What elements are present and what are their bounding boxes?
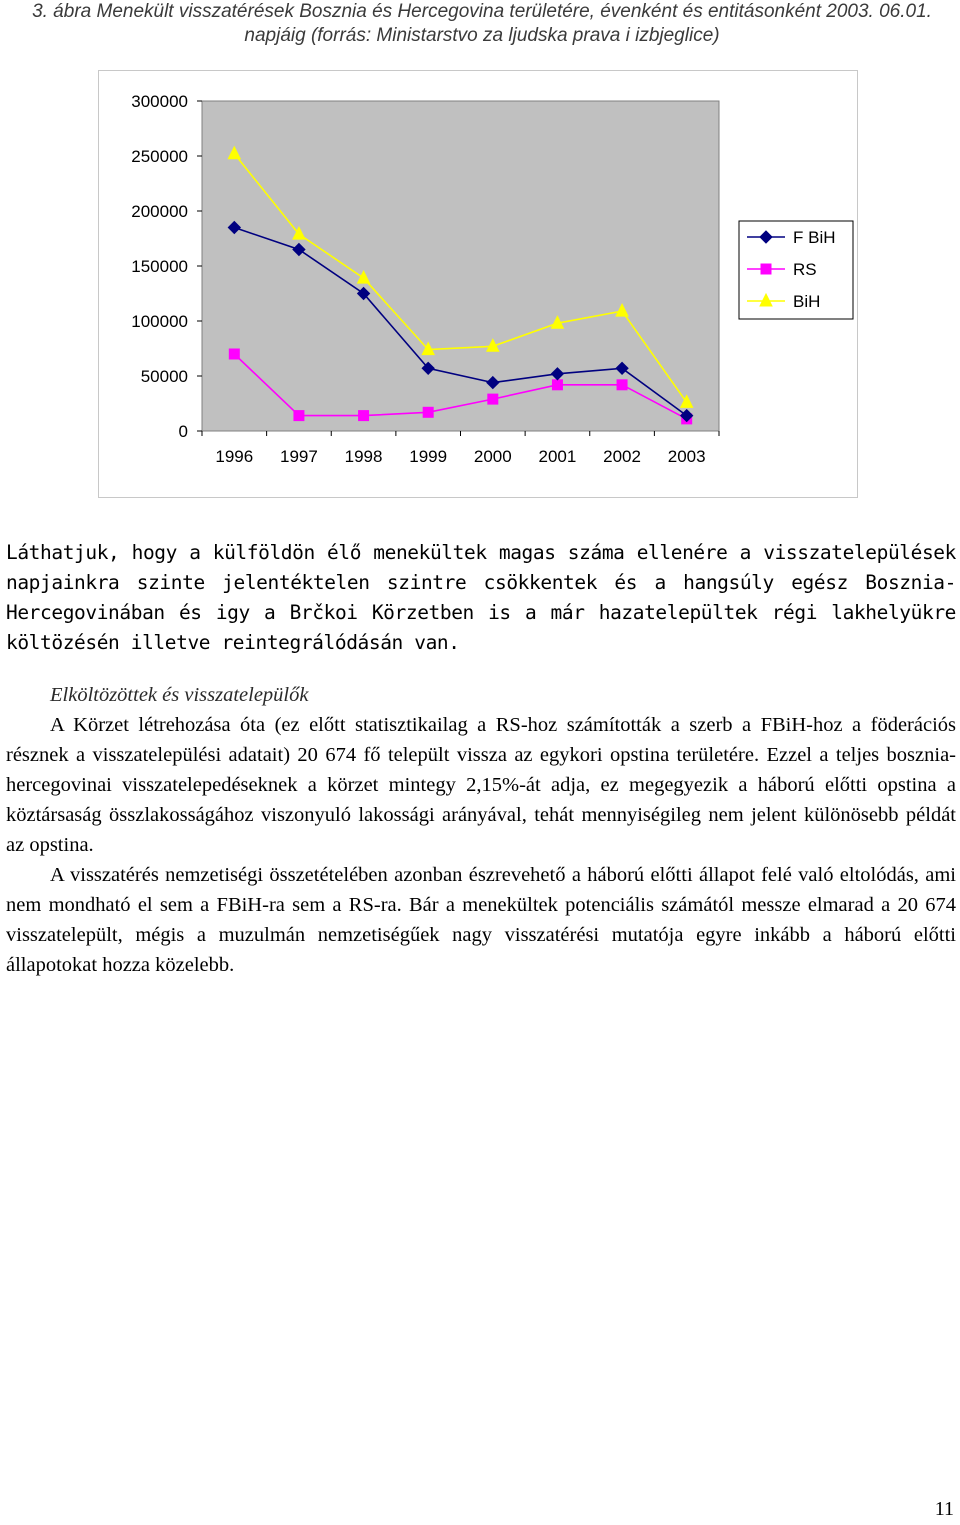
data-point-rs — [488, 394, 498, 404]
section-heading: Elköltözöttek és visszatelepülők — [50, 684, 309, 706]
y-tick-label: 250000 — [131, 147, 188, 166]
figure-caption: 3. ábra Menekült visszatérések Bosznia és Hercegovina területére, évenként és entitásonként 2003. 06.01. napjáig (forrás: Ministarstvo za ljudska prava i izbjeglice) — [32, 1, 932, 46]
data-point-rs — [294, 411, 304, 421]
y-tick-label: 50000 — [140, 367, 188, 386]
data-point-rs — [229, 349, 239, 359]
refugee-returns-chart — [99, 71, 859, 499]
data-point-rs — [552, 380, 562, 390]
chart-frame — [98, 70, 858, 498]
legend-label-bih: BiH — [793, 292, 821, 311]
x-tick-label: 2002 — [603, 447, 641, 466]
x-tick-label: 2000 — [473, 447, 512, 466]
y-tick-label: 100000 — [131, 312, 188, 331]
x-tick-label: 1999 — [409, 447, 448, 466]
x-tick-label: 2001 — [538, 447, 577, 466]
paragraph-1: Láthatjuk, hogy a külföldön élő menekültek magas száma ellenére a visszatelepülések napjainkra szinte jelentéktelen szintre csökkentek és a hangsúly egész Bosznia-Hercegovinában és igy a Brčkoi Körzetben is a már hazatelepültek régi lakhelyükre költözésén illetve reintegrálódásán van. — [6, 541, 956, 654]
y-tick-label: 0 — [178, 422, 188, 441]
paragraph-2: A Körzet létrehozása óta (ez előtt statisztikailag a RS-hoz számították a szerb a FBiH-hoz a föderációs résznek a visszatelepülési adatait) 20 674 fő települt vissza az egykori opstina területére. Ezzel a teljes bosznia-hercegovinai visszatelepedéseknek a körzet mintegy 2,15%-át adja, ez megegyezik a háború előtti opstina a köztársaság összlakosságához viszonyuló lakossági arányával, tehát mennyiségileg nem jelent különösebb példát az opstina. — [6, 714, 956, 856]
data-point-rs — [423, 407, 433, 417]
y-tick-label: 300000 — [131, 92, 188, 111]
paragraph-1-block — [6, 538, 956, 658]
data-point-rs — [359, 411, 369, 421]
legend-marker-rs — [761, 264, 771, 274]
page-number: 11 — [934, 1498, 954, 1520]
x-tick-label: 2003 — [667, 447, 706, 466]
data-point-rs — [617, 380, 627, 390]
legend-label-f-bih: F BiH — [793, 228, 836, 247]
y-tick-label: 150000 — [131, 257, 188, 276]
section-block — [6, 680, 956, 980]
legend-label-rs: RS — [793, 260, 817, 279]
x-tick-label: 1997 — [280, 447, 318, 466]
paragraph-3: A visszatérés nemzetiségi összetételében azonban észrevehető a háború előtti állapot felé való eltolódás, ami nem mondható el sem a FBiH-ra sem a RS-ra. Bár a menekültek potenciális számától messze elmarad a 20 674 visszatelepült, mégis a muzulmán nemzetiségűek nagy visszatérési mutatója egyre inkább a háború előtti állapotokat hozza közelebb. — [6, 864, 956, 976]
x-tick-label: 1996 — [215, 447, 254, 466]
y-tick-label: 200000 — [131, 202, 188, 221]
x-tick-label: 1998 — [344, 447, 383, 466]
